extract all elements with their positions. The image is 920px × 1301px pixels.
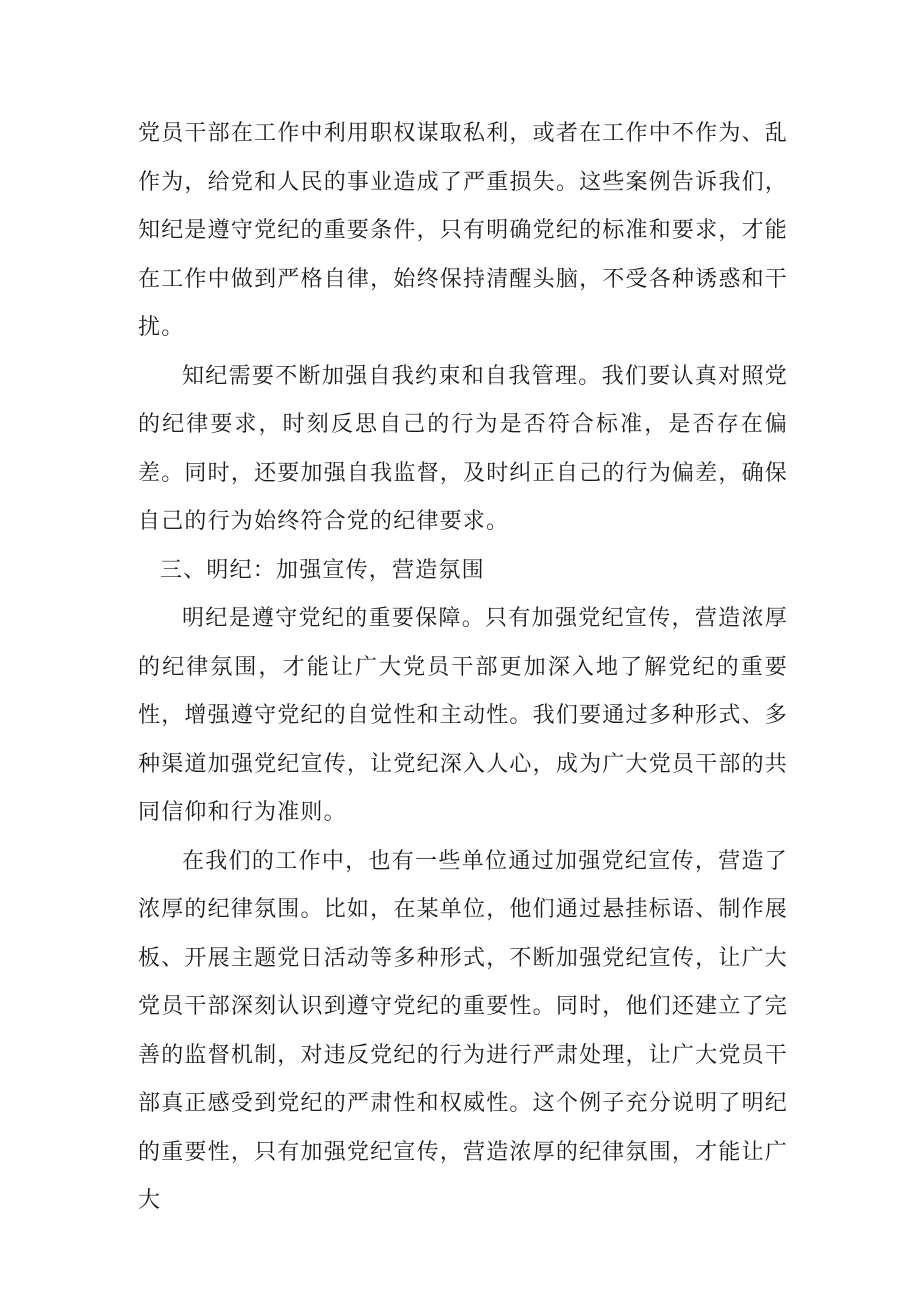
document-body: [138, 110, 788, 1226]
paragraph-publicity-importance: 明纪是遵守党纪的重要保障。只有加强党纪宣传，营造浓厚的纪律氛围，才能让广大党员干部更加深入地了解党纪的重要性，增强遵守党纪的自觉性和主动性。我们要通过多种形式、多种渠道加强党纪宣传，让党纪深入人心，成为广大党员干部的共同信仰和行为准则。: [138, 606, 788, 825]
paragraph-self-discipline: 知纪需要不断加强自我约束和自我管理。我们要认真对照党的纪律要求，时刻反思自己的行为是否符合标准，是否存在偏差。同时，还要加强自我监督，及时纠正自己的行为偏差，确保自己的行为始终符合党的纪律要求。: [138, 363, 788, 534]
paragraph-continuation: 党员干部在工作中利用职权谋取私利，或者在工作中不作为、乱作为，给党和人民的事业造成了严重损失。这些案例告诉我们，知纪是遵守党纪的重要条件，只有明确党纪的标准和要求，才能在工作中做到严格自律，始终保持清醒头脑，不受各种诱惑和干扰。: [138, 121, 788, 340]
paragraph-unit-example: 在我们的工作中，也有一些单位通过加强党纪宣传，营造了浓厚的纪律氛围。比如，在某单位，他们通过悬挂标语、制作展板、开展主题党日活动等多种形式，不断加强党纪宣传，让广大党员干部深刻认识到遵守党纪的重要性。同时，他们还建立了完善的监督机制，对违反党纪的行为进行严肃处理，让广大党员干部真正感受到党纪的严肃性和权威性。这个例子充分说明了明纪的重要性，只有加强党纪宣传，营造浓厚的纪律氛围，才能让广大: [138, 848, 788, 1213]
section-heading-three: 三、明纪：加强宣传，营造氛围: [160, 557, 485, 583]
